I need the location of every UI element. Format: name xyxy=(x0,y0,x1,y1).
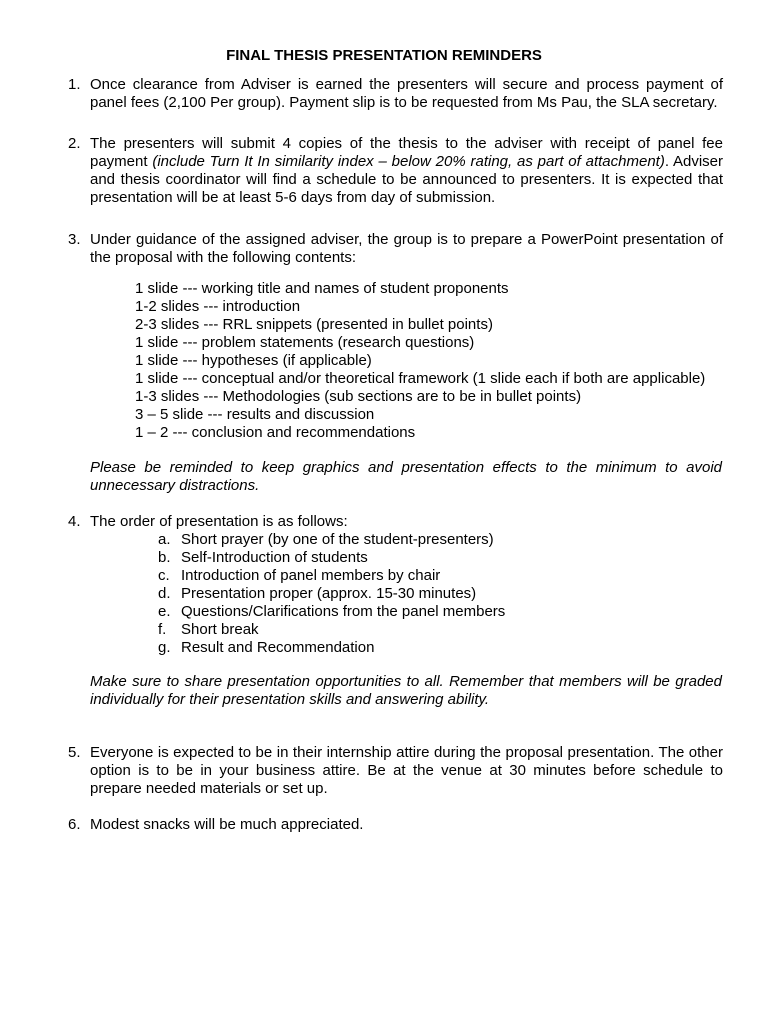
item-number: 2. xyxy=(68,135,81,152)
slide-content-line: 1 – 2 --- conclusion and recommendations xyxy=(135,424,416,441)
item-number: 5. xyxy=(68,744,81,761)
item-text: Once clearance from Adviser is earned the presenters will secure and process payment of panel fees (2,100 Per group). Payment slip is to be requested from Ms Pau, the SLA secretary. xyxy=(90,76,723,111)
slide-contents-list xyxy=(135,280,735,442)
reminder-item-1 xyxy=(68,76,723,112)
item-text: Under guidance of the assigned adviser, the group is to prepare a PowerPoint presentation of the proposal with the following contents: xyxy=(90,231,723,266)
order-item xyxy=(158,603,718,621)
order-item xyxy=(158,531,718,549)
document-title: FINAL THESIS PRESENTATION REMINDERS xyxy=(226,47,542,64)
order-text: Presentation proper (approx. 15-30 minutes) xyxy=(181,585,477,602)
item-text-part: The presenters will submit 4 copies of the thesis to the adviser with receipt of panel fee payment xyxy=(90,135,723,170)
order-text: Short break xyxy=(181,621,259,638)
reminder-item-2 xyxy=(68,135,723,207)
slide-content-line: 3 – 5 slide --- results and discussion xyxy=(135,406,375,423)
order-text: Self-Introduction of students xyxy=(181,549,368,566)
item-text: Modest snacks will be much appreciated. xyxy=(90,816,364,833)
presentation-opportunities-note: Make sure to share presentation opportunities to all. Remember that members will be graded individually for their presentation skills and answering ability. xyxy=(90,673,722,708)
order-item xyxy=(158,549,718,567)
order-letter: a. xyxy=(158,531,171,548)
item-number: 4. xyxy=(68,513,81,530)
order-letter: e. xyxy=(158,603,171,620)
item-text: The order of presentation is as follows: xyxy=(90,513,348,530)
order-item xyxy=(158,585,718,603)
order-text: Questions/Clarifications from the panel members xyxy=(181,603,506,620)
order-text: Introduction of panel members by chair xyxy=(181,567,441,584)
reminder-item-5 xyxy=(68,744,723,798)
order-text: Short prayer (by one of the student-presenters) xyxy=(181,531,494,548)
slide-content-line: 2-3 slides --- RRL snippets (presented in bullet points) xyxy=(135,316,493,333)
item-text-part: . Adviser and thesis coordinator will find a schedule to be announced to presenters. It is expected that presentation will be at least 5-6 days from day of submission. xyxy=(90,153,723,206)
slide-content-line: 1 slide --- conceptual and/or theoretical framework (1 slide each if both are applicable) xyxy=(135,370,706,387)
slide-content-line: 1 slide --- hypotheses (if applicable) xyxy=(135,352,372,369)
order-letter: f. xyxy=(158,621,167,638)
slide-content-line: 1-3 slides --- Methodologies (sub sections are to be in bullet points) xyxy=(135,388,582,405)
item-text xyxy=(90,135,723,207)
reminder-item-3 xyxy=(68,231,723,267)
reminder-item-6 xyxy=(68,816,723,834)
item-text: Everyone is expected to be in their internship attire during the proposal presentation. The other option is to be in your business attire. Be at the venue at 30 minutes before schedule to prepare needed materials or set up. xyxy=(90,744,723,797)
order-item xyxy=(158,621,718,639)
item-number: 3. xyxy=(68,231,81,248)
order-item xyxy=(158,567,718,585)
item-number: 6. xyxy=(68,816,81,833)
slide-content-line: 1-2 slides --- introduction xyxy=(135,298,301,315)
slide-content-line: 1 slide --- working title and names of student proponents xyxy=(135,280,509,297)
order-letter: d. xyxy=(158,585,171,602)
order-item xyxy=(158,639,718,657)
reminder-item-4 xyxy=(68,513,723,531)
presentation-order-list xyxy=(158,531,718,657)
item-number: 1. xyxy=(68,76,81,93)
item-text-italic: (include Turn It In similarity index – below 20% rating, as part of attachment) xyxy=(152,153,665,170)
slide-content-line: 1 slide --- problem statements (research questions) xyxy=(135,334,475,351)
graphics-reminder-note: Please be reminded to keep graphics and presentation effects to the minimum to avoid unnecessary distractions. xyxy=(90,459,722,494)
order-letter: b. xyxy=(158,549,171,566)
order-letter: c. xyxy=(158,567,170,584)
order-text: Result and Recommendation xyxy=(181,639,375,656)
order-letter: g. xyxy=(158,639,171,656)
